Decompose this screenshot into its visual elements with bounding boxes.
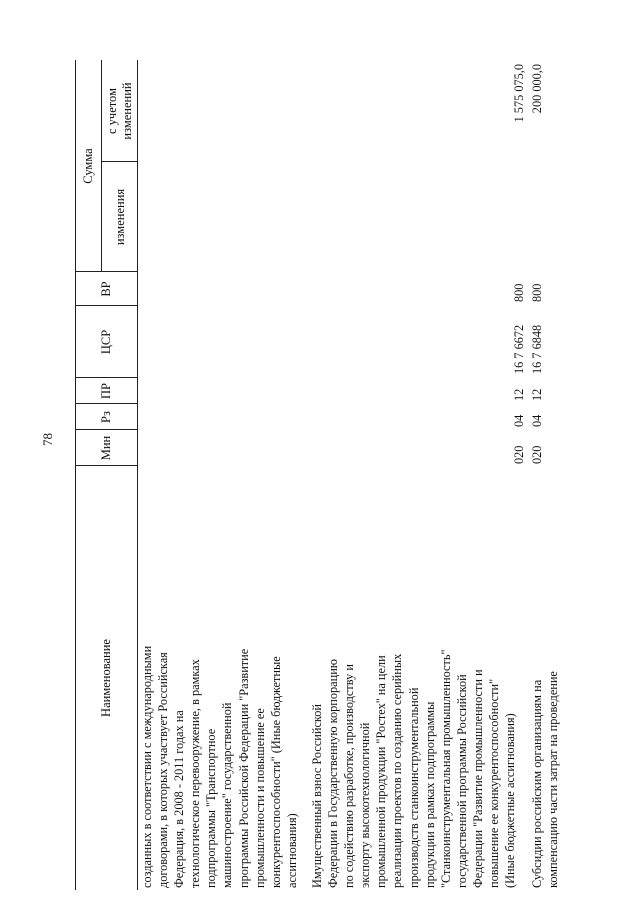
row-1-name: созданных в соответствии с международными договорами, в которых участвует Российская Федерация, в 2008 - 2011 годах на технологическое перевооружение, в рамках подпрограммы "Транспортное машиностроение" государственной программы Российской Федерации "Развитие промышленности и повышение ее конкурентоспособности" (Иные бюджетные ассигнования): [140, 645, 299, 888]
header-with-change: с учетом изменений: [105, 82, 134, 140]
budget-table: [75, 60, 561, 890]
header-csr: ЦСР: [99, 329, 113, 355]
row-2-rz: 04: [512, 414, 526, 427]
header-name: Наименование: [99, 639, 113, 717]
sum-subheader-line: [101, 60, 102, 272]
row-3-vr: 800: [530, 283, 544, 302]
header-min: Мин: [99, 435, 113, 461]
row-3-name: Субсидии российским организациям на компенсацию части затрат на проведение: [530, 671, 561, 888]
header-pr: ПР: [99, 383, 113, 399]
header-bottom-line: [137, 60, 138, 890]
row-2-vr: 800: [512, 283, 526, 302]
row-3-rz: 04: [530, 414, 544, 427]
row-2-name: Имущественный взнос Российской Федерации в Государственную корпорацию по содействию разработке, производству и экспорту высокотехнологичной промышленной продукции "Ростех" на цели реализации проектов по созданию серийных производств станкоинструментальной продукции в рамках подпрограммы "Станкоинструментальная промышленность" государственной программы Российской Федерации "Развитие промышленности и повышение ее конкурентоспособности" (Иные бюджетные ассигнования): [310, 649, 518, 888]
row-2-csr: 16 7 6672: [512, 324, 526, 374]
header-change: изменения: [113, 188, 127, 246]
row-3-csr: 16 7 6848: [530, 324, 544, 374]
page-number: 78: [40, 433, 55, 446]
row-3-min: 020: [530, 445, 544, 464]
row-2-with-change: 1 575 075,0: [512, 64, 526, 123]
row-2-pr: 12: [512, 388, 526, 401]
header-vr: ВР: [99, 281, 113, 297]
row-3-pr: 12: [530, 388, 544, 401]
row-2-min: 020: [512, 445, 526, 464]
header-rz: Рз: [99, 411, 113, 423]
header-sum: Сумма: [81, 148, 95, 184]
table-top-border: [75, 60, 76, 890]
row-3-with-change: 200 000,0: [530, 64, 544, 114]
